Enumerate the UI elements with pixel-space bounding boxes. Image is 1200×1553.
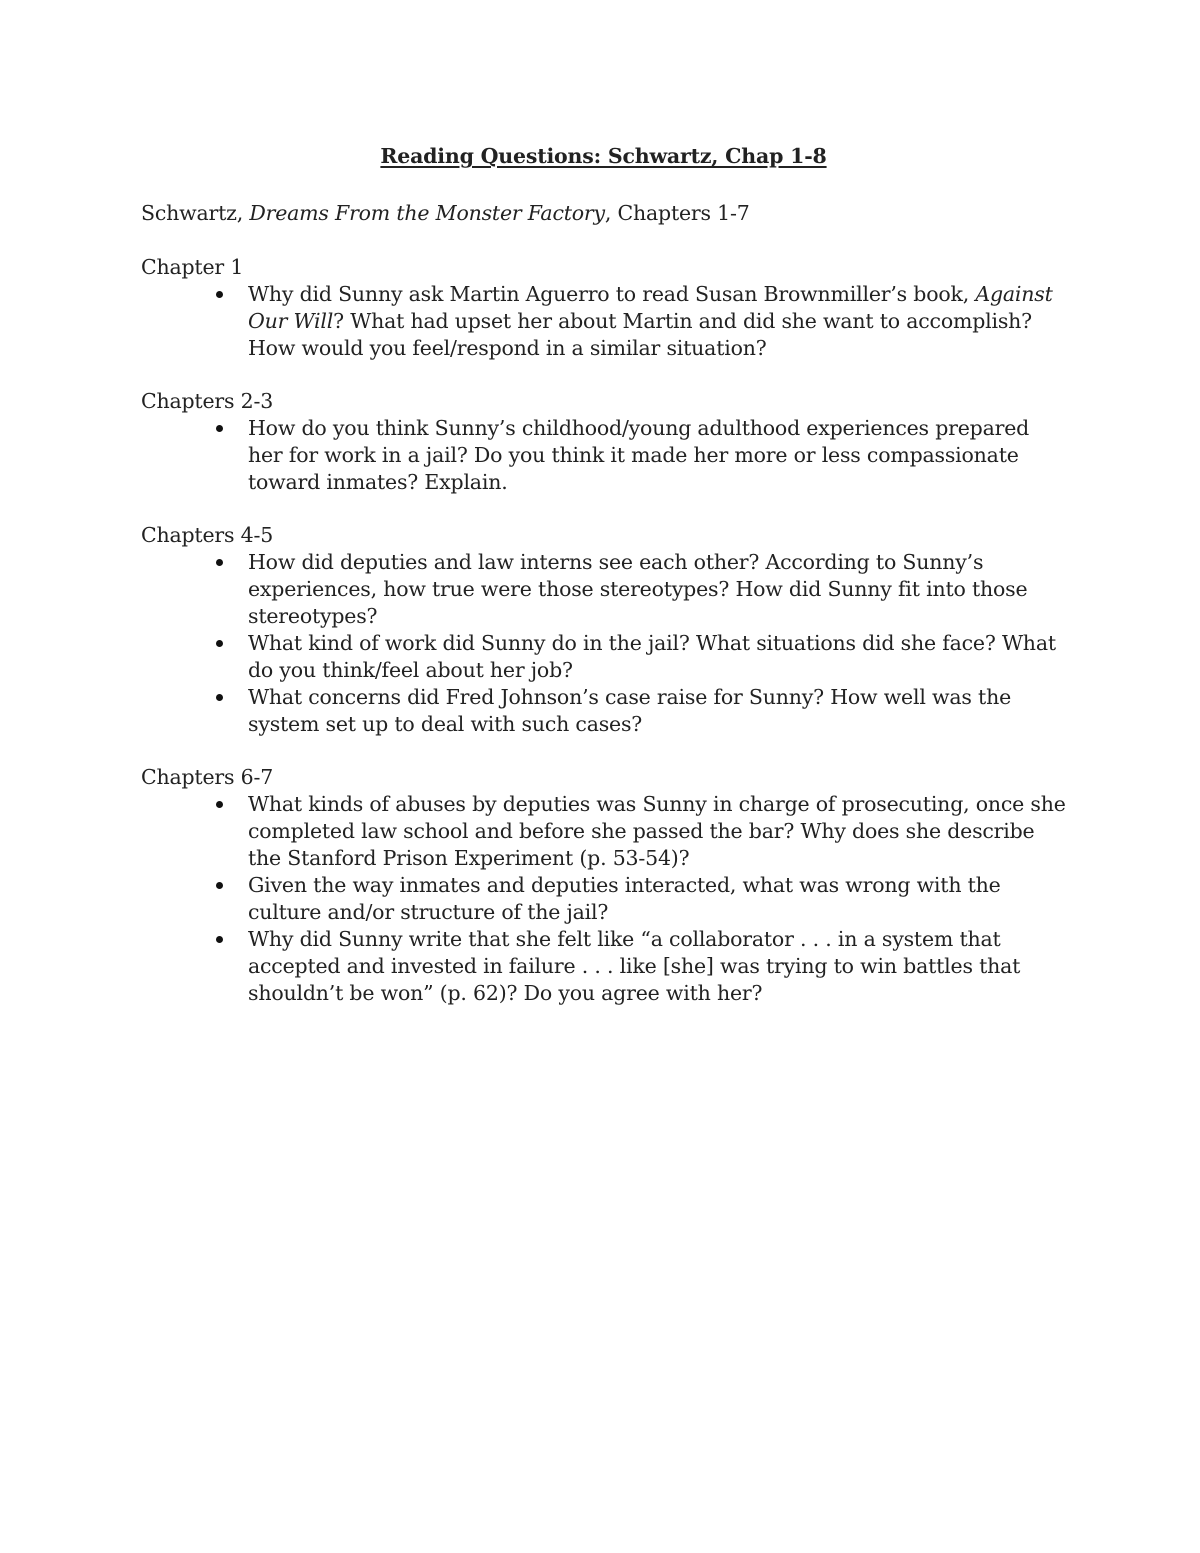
book-reference: [141, 200, 1066, 227]
question-text: Given the way inmates and deputies interacted, what was wrong with the culture and/or structure of the jail?: [248, 873, 1001, 924]
question-list: [141, 281, 1066, 362]
question-text-start: Why did Sunny ask Martin Aguerro to read Susan Brownmiller’s book,: [248, 282, 976, 306]
bullet-icon: [216, 291, 223, 298]
bullet-icon: [216, 425, 223, 432]
question-item: [248, 549, 1066, 630]
section-heading: Chapters 4-5: [141, 523, 274, 547]
question-text: Why did Sunny write that she felt like “a collaborator . . . in a system that accepted and invested in failure . . . like [she] was trying to win battles that shouldn’t be won” (p. 62)? Do you agree with her?: [248, 927, 1021, 1005]
section-heading: Chapters 6-7: [141, 765, 274, 789]
question-text: How did deputies and law interns see each other? According to Sunny’s experiences, how true were those stereotypes? How did Sunny fit into those stereotypes?: [248, 550, 1028, 628]
question-text: What kinds of abuses by deputies was Sunny in charge of prosecuting, once she completed law school and before she passed the bar? Why does she describe the Stanford Prison Experiment (p. 53-54)?: [248, 792, 1066, 870]
question-item: [248, 684, 1066, 738]
question-item: [248, 630, 1066, 684]
question-item: [248, 791, 1066, 872]
section-chapters-4-5: [141, 522, 1066, 738]
question-text: What concerns did Fred Johnson’s case raise for Sunny? How well was the system set up to deal with such cases?: [248, 685, 1011, 736]
section-chapters-2-3: [141, 388, 1066, 496]
bullet-icon: [216, 936, 223, 943]
question-item: [248, 415, 1066, 496]
book-chapters: , Chapters 1-7: [604, 201, 750, 225]
document-body: [141, 143, 1066, 1007]
section-heading: Chapter 1: [141, 255, 244, 279]
section-chapters-6-7: [141, 764, 1066, 1007]
bullet-icon: [216, 640, 223, 647]
question-item: [248, 926, 1066, 1007]
bullet-icon: [216, 559, 223, 566]
bullet-icon: [216, 694, 223, 701]
bullet-icon: [216, 882, 223, 889]
question-item: [248, 281, 1066, 362]
book-author: Schwartz,: [141, 201, 250, 225]
book-title: Dreams From the Monster Factory: [249, 201, 605, 225]
cited-book-title: Against Our Will: [248, 282, 1053, 333]
question-text: What kind of work did Sunny do in the jail? What situations did she face? What do you think/feel about her job?: [248, 631, 1056, 682]
bullet-icon: [216, 801, 223, 808]
question-item: [248, 872, 1066, 926]
section-heading: Chapters 2-3: [141, 389, 274, 413]
question-list: [141, 791, 1066, 1007]
question-list: [141, 549, 1066, 738]
document-title: Reading Questions: Schwartz, Chap 1-8: [380, 144, 827, 168]
question-text-end: ? What had upset her about Martin and did she want to accomplish? How would you feel/respond in a similar situation?: [248, 309, 1032, 360]
question-text: How do you think Sunny’s childhood/young adulthood experiences prepared her for work in a jail? Do you think it made her more or less compassionate toward inmates? Explain.: [248, 416, 1030, 494]
question-list: [141, 415, 1066, 496]
section-chapter-1: [141, 254, 1066, 362]
